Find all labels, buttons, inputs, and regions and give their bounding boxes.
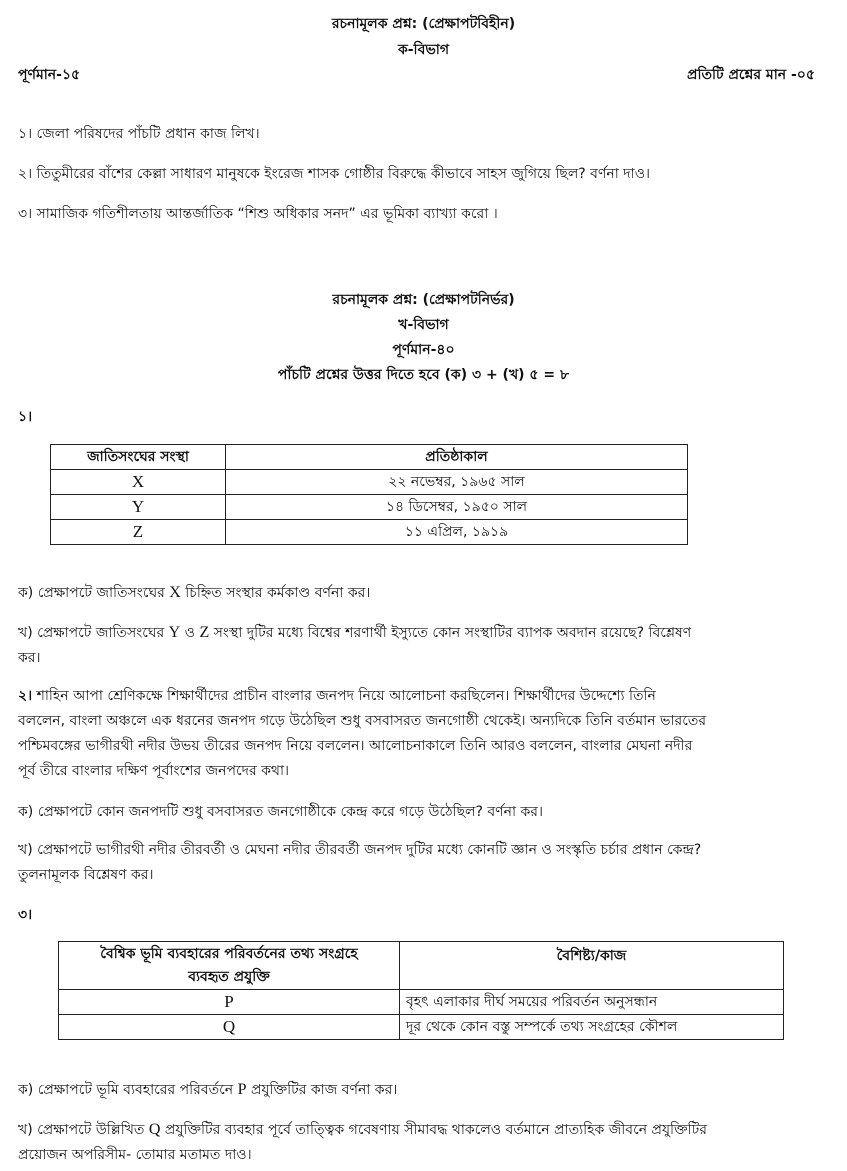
table-cell: Z — [51, 520, 226, 545]
table-cell: ২২ নভেম্বর, ১৯৬৫ সাল — [226, 470, 688, 495]
q3-table-header-feature: বৈশিষ্ট্য/কাজ — [400, 942, 784, 990]
q1-kha-line2: কর। — [18, 650, 41, 666]
table-row — [59, 990, 784, 1015]
q2-number: ২। — [18, 688, 33, 704]
q1-table-header-agency: জাতিসংঘের সংস্থা — [51, 445, 226, 470]
table-cell: Q — [59, 1015, 400, 1040]
q1-kha-letter-z: Z — [199, 624, 210, 641]
section-b-subtitle: খ-বিভাগ — [398, 317, 449, 333]
table-cell: Y — [51, 495, 226, 520]
q3-ka-text-post: প্রযুক্তিটির কাজ বর্ণনা কর। — [250, 1082, 398, 1098]
section-b-full-marks: পূর্ণমান-৪০ — [392, 342, 455, 358]
q1-table-header-row — [51, 445, 688, 470]
table-row — [59, 1015, 784, 1040]
q1-kha-and: ও — [184, 625, 195, 641]
q1-part-ka — [18, 580, 818, 606]
section-b-title: রচনামূলক প্রশ্ন: (প্রেক্ষাপটনির্ভর) — [332, 292, 515, 308]
q1-table — [50, 444, 688, 545]
table-cell: ১৪ ডিসেম্বর, ১৯৫০ সাল — [226, 495, 688, 520]
section-a-per-question-marks: প্রতিটি প্রশ্নের মান -০৫ — [687, 67, 815, 83]
q3-kha-line2: প্রয়োজন অপরিসীম- তোমার মতামত দাও। — [18, 1147, 252, 1163]
section-a-subtitle: ক-বিভাগ — [397, 42, 450, 58]
q1-table-header-founded: প্রতিষ্ঠাকাল — [226, 445, 688, 470]
q1-ka-text-post: চিহ্নিত সংস্থার কর্মকাণ্ড বর্ণনা কর। — [185, 585, 371, 601]
section-a-full-marks: পূর্ণমান-১৫ — [18, 67, 81, 83]
q2-stem-line1: শাহিন আপা শ্রেণিকক্ষে শিক্ষার্থীদের প্রাচীন বাংলার জনপদ নিয়ে আলোচনা করছিলেন। শিক্ষার্থীদের উদ্দেশ্যে তিনি — [36, 688, 656, 704]
q1-ka-letter: X — [169, 584, 181, 601]
q3-part-ka — [18, 1077, 818, 1103]
q1-part-kha — [18, 620, 818, 671]
q2-part-ka: ক) প্রেক্ষাপটে কোন জনপদটি শুধু বসবাসরত জনগোষ্ঠীকে কেন্দ্র করে গড়ে উঠেছিল? বর্ণনা কর। — [18, 804, 543, 820]
q3-kha-text-post: প্রযুক্তিটির ব্যবহার পূর্বে তাত্ত্বিক গবেষণায় সীমাবদ্ধ থাকলেও বর্তমানে প্রাত্যহিক জীবনে প্রযুক্তিটির — [164, 1122, 707, 1138]
q2-kha-line1: খ) প্রেক্ষাপটে ভাগীরথী নদীর তীরবর্তী ও মেঘনা নদীর তীরবর্তী জনপদ দুটির মধ্যে কোনটি জ্ঞান ও সংস্কৃতি চর্চার প্রধান কেন্দ্র? — [18, 842, 702, 858]
table-cell: ১১ এপ্রিল, ১৯১৯ — [226, 520, 688, 545]
section-a-title: রচনামূলক প্রশ্ন: (প্রেক্ষাপটবিহীন) — [331, 16, 516, 32]
section-a-question-1: ১। জেলা পরিষদের পাঁচটি প্রধান কাজ লিখ। — [18, 126, 260, 142]
table-row — [51, 495, 688, 520]
q2-part-kha — [18, 838, 838, 888]
section-b-instruction: পাঁচটি প্রশ্নের উত্তর দিতে হবে (ক) ৩ + (খ) ৫ = ৮ — [277, 367, 570, 383]
q3-kha-text-pre: খ) প্রেক্ষাপটে উল্লিখিত — [18, 1122, 145, 1138]
q3-table-header-row — [59, 942, 784, 990]
q2-stem-line2: বললেন, বাংলা অঞ্চলে এক ধরনের জনপদ গড়ে উঠেছিল শুধু বসবাসরত জনগোষ্ঠী থেকেই। অন্যদিকে তিনি বর্তমান ভারতের — [18, 713, 707, 729]
section-a-question-2: ২। তিতুমীরের বাঁশের কেল্লা সাধারণ মানুষকে ইংরেজ শাসক গোষ্ঠীর বিরুদ্ধে কীভাবে সাহস জুগিয়ে ছিল? বর্ণনা দাও। — [18, 166, 651, 182]
q1-kha-text-post: সংস্থা দুটির মধ্যে বিশ্বের শরণার্থী ইস্যুতে কোন সংস্থাটির ব্যাপক অবদান রয়েছে? বিশ্লেষণ — [213, 625, 692, 641]
q2-kha-line2: তুলনামূলক বিশ্লেষণ কর। — [18, 867, 154, 883]
table-cell: দূর থেকে কোন বস্তু সম্পর্কে তথ্য সংগ্রহের কৌশল — [400, 1015, 784, 1040]
table-row — [51, 520, 688, 545]
q2-stem-line4: পূর্ব তীরে বাংলার দক্ষিণ পূর্বাংশের জনপদের কথা। — [18, 763, 290, 779]
q1-kha-letter-y: Y — [168, 624, 181, 641]
q3-header-line1: বৈশ্বিক ভূমি ব্যবহারের পরিবর্তনের তথ্য সংগ্রহে — [100, 945, 358, 962]
q3-number: ৩। — [18, 907, 33, 923]
table-row — [51, 470, 688, 495]
q3-table-header-technology — [59, 942, 400, 990]
q1-number: ১। — [18, 409, 33, 425]
q3-table — [58, 941, 784, 1040]
q1-ka-text-pre: ক) প্রেক্ষাপটে জাতিসংঘের — [18, 585, 165, 601]
table-cell: বৃহৎ এলাকার দীর্ঘ সময়ের পরিবর্তন অনুসন্ধান — [400, 990, 784, 1015]
q2-stem — [18, 684, 818, 784]
q3-ka-letter: P — [237, 1081, 247, 1098]
q3-kha-letter: Q — [148, 1121, 161, 1138]
section-a-question-3: ৩। সামাজিক গতিশীলতায় আন্তর্জাতিক “শিশু অধিকার সনদ” এর ভূমিকা ব্যাখ্যা করো । — [18, 206, 498, 222]
q3-ka-text-pre: ক) প্রেক্ষাপটে ভূমি ব্যবহারের পরিবর্তনে — [18, 1082, 234, 1098]
table-cell: X — [51, 470, 226, 495]
q1-kha-text-pre: খ) প্রেক্ষাপটে জাতিসংঘের — [18, 625, 165, 641]
q3-part-kha — [18, 1117, 838, 1168]
table-cell: P — [59, 990, 400, 1015]
q3-header-line2: ব্যবহৃত প্রযুক্তি — [188, 968, 270, 985]
q2-stem-line3: পশ্চিমবঙ্গের ভাগীরথী নদীর উভয় তীরের জনপদ নিয়ে বললেন। আলোচনাকালে তিনি আরও বললেন, বাংলার মেঘনা নদীর — [18, 738, 693, 754]
